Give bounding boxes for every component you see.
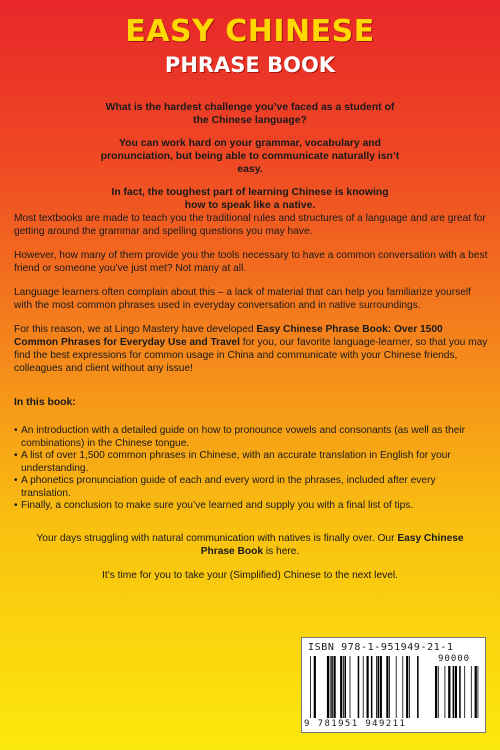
intro-question: What is the hardest challenge you’ve faced as a student of the Chinese language? — [105, 102, 395, 126]
closing-book-title: Easy Chinese Phrase Book — [200, 533, 464, 557]
p4-book-title: Easy Chinese Phrase Book: Over 1500 Common Phrases for Everyday Use and Travel — [14, 324, 443, 348]
bullet-dot: • — [14, 500, 18, 511]
closing-paragraph-1 — [20, 532, 480, 558]
body-paragraph-4 — [14, 323, 488, 375]
list-item — [14, 500, 488, 513]
body-paragraph-3: Language learners often complain about this – a lack of material that can help you familiarize yourself with the most common phrases used in everyday conversation and in native surroundings. — [14, 287, 471, 311]
list-item — [14, 450, 488, 475]
list-item — [14, 475, 488, 500]
list-item — [14, 425, 488, 450]
title-line-2: PHRASE BOOK — [164, 53, 336, 77]
barcode-addon-bars — [435, 666, 479, 718]
body-paragraph-1: Most textbooks are made to teach you the traditional rules and structures of a language and are great for getting around the grammar and spelling questions you may have. — [14, 213, 486, 237]
bullet-dot: • — [14, 450, 18, 461]
list-item-text: An introduction with a detailed guide on how to pronounce vowels and consonants (as well as their combinations) in the Chinese tongue. — [21, 425, 465, 449]
intro-conclusion: In fact, the toughest part of learning Chinese is knowing how to speak like a native. — [111, 187, 389, 211]
isbn-barcode — [301, 637, 486, 733]
in-this-book-heading: In this book: — [14, 397, 76, 408]
barcode-addon-number: 90000 — [438, 654, 471, 664]
book-title — [0, 14, 500, 80]
barcode-main-bars — [310, 656, 428, 718]
p4-start: For this reason, we at Lingo Mastery have developed — [14, 324, 257, 335]
closing-end: is here. — [263, 546, 300, 557]
description-body — [14, 212, 488, 386]
p4-end: for you, our favorite language-learner, so that you may find the best expressions for common usage in China and communicate with your Chinese friends, colleagues and client without any issue! — [14, 337, 488, 374]
barcode-number: 9 781951 949211 — [304, 719, 407, 729]
list-item-text: A phonetics pronunciation guide of each and every word in the phrases, included after every translation. — [21, 475, 436, 499]
intro-statement: You can work hard on your grammar, vocabulary and pronunciation, but being able to communicate naturally isn’t easy. — [100, 138, 400, 175]
closing-paragraph-2: It’s time for you to take your (Simplified) Chinese to the next level. — [102, 570, 398, 581]
list-item-text: A list of over 1,500 common phrases in Chinese, with an accurate translation in English for your understanding. — [21, 450, 451, 474]
closing-start: Your days struggling with natural communication with natives is finally over. Our — [36, 533, 398, 544]
list-item-text: Finally, a conclusion to make sure you’ve learned and supply you with a final list of tips. — [21, 500, 414, 511]
title-line-1: EASY CHINESE — [125, 14, 375, 49]
feature-list — [14, 425, 488, 513]
bullet-dot: • — [14, 475, 18, 486]
body-paragraph-2: However, how many of them provide you the tools necessary to have a common conversation with a best friend or someone you’ve just met? Not many at all. — [14, 250, 488, 274]
bullet-dot: • — [14, 425, 18, 436]
closing-block — [20, 532, 480, 593]
isbn-text: ISBN 978-1-951949-21-1 — [308, 642, 454, 653]
intro-block — [100, 101, 400, 222]
